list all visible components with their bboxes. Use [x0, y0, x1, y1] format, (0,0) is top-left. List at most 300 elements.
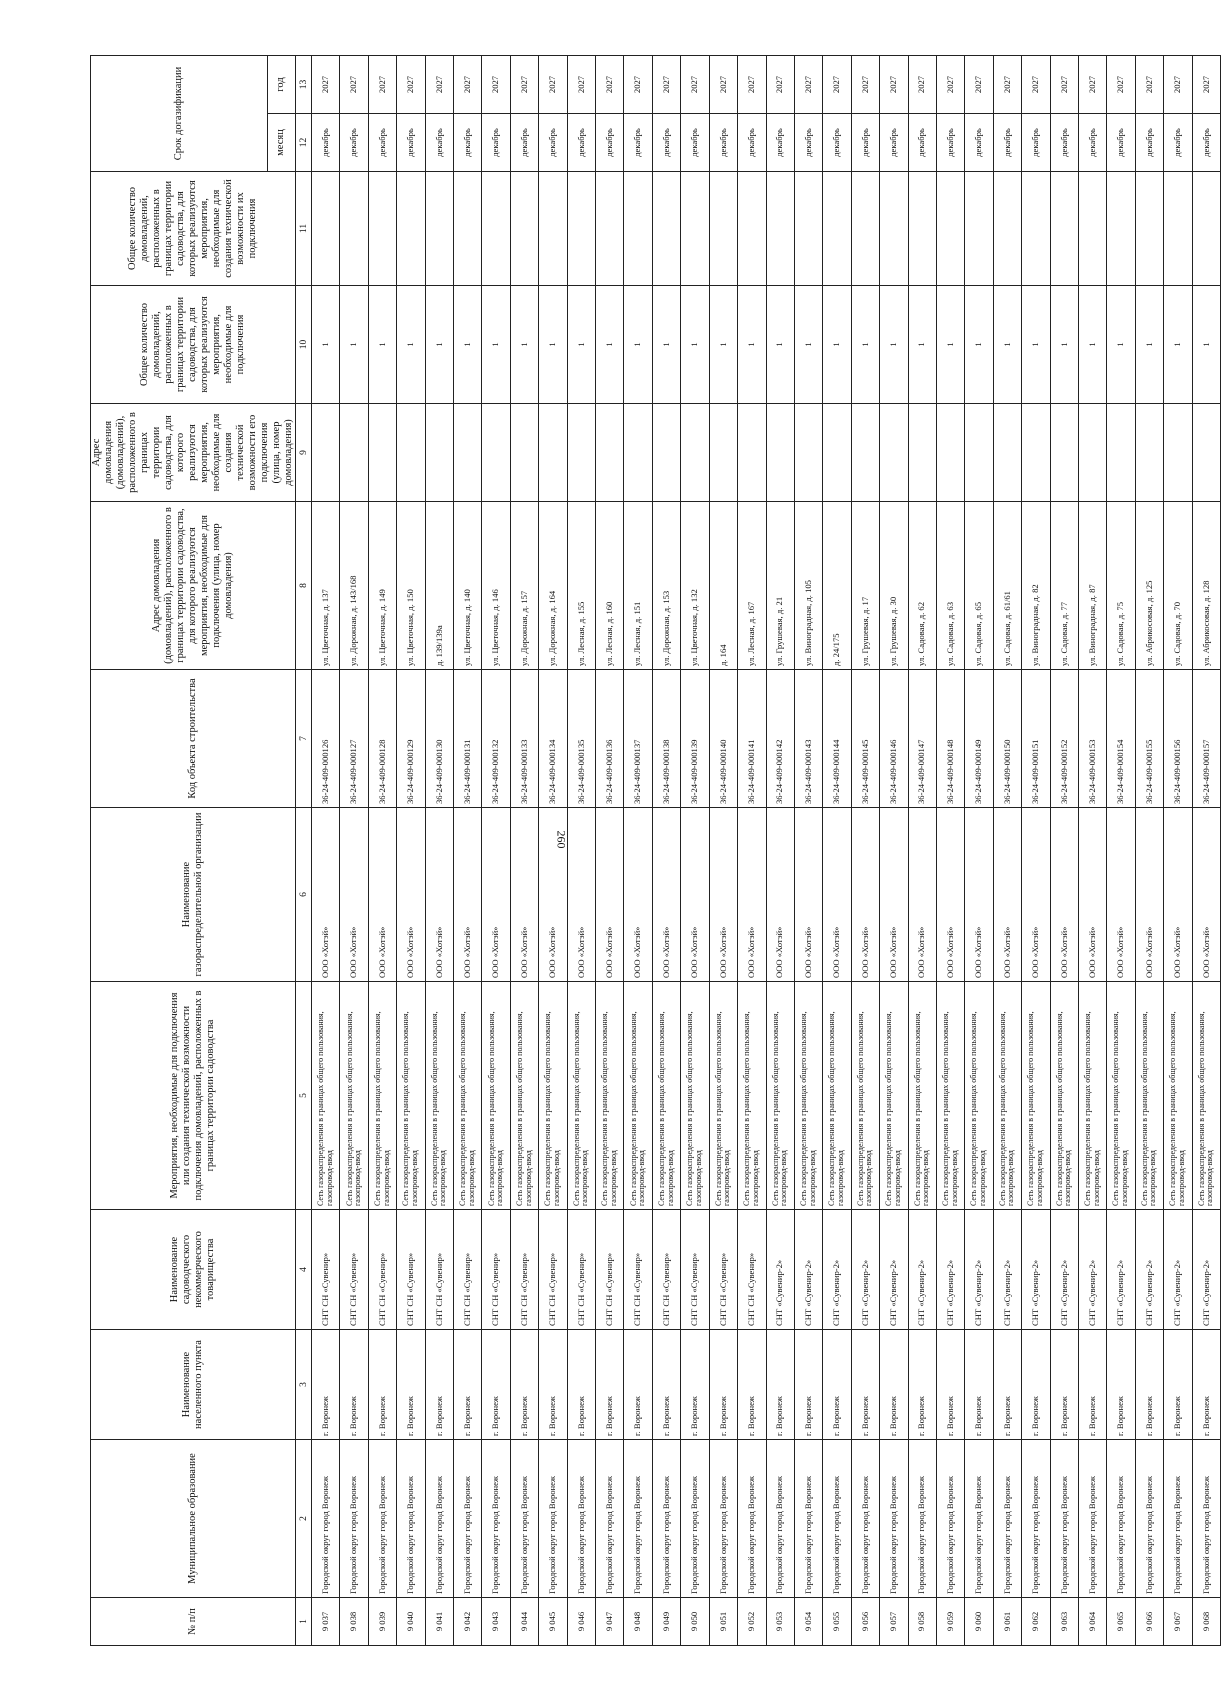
partnership-cell: СНТ СН «Сувенир»	[454, 1210, 482, 1330]
municipality-cell: Городской округ город Воронеж	[510, 1440, 538, 1598]
settlement-cell: г. Воронеж	[709, 1330, 737, 1440]
table-row	[596, 55, 624, 1645]
measure-cell: Сеть газораспределения в границах общего пользования, газопровод-ввод	[652, 982, 680, 1210]
row-number: 9 062	[1022, 1598, 1050, 1646]
municipality-cell: Городской округ город Воронеж	[368, 1440, 396, 1598]
gdo-cell: ООО «Хотэй»	[454, 808, 482, 982]
header-year: год	[267, 55, 295, 113]
address-cell: ул. Садовая, д. 65	[965, 502, 993, 670]
row-number: 9 052	[738, 1598, 766, 1646]
table-row	[567, 55, 595, 1645]
count-tech-cell	[965, 172, 993, 286]
address-tech-cell	[766, 404, 794, 502]
row-number: 9 043	[482, 1598, 510, 1646]
municipality-cell: Городской округ город Воронеж	[1078, 1440, 1106, 1598]
object-code-cell: 36-24-409-000129	[397, 670, 425, 808]
year-cell: 2027	[1050, 55, 1078, 113]
count-tech-cell	[766, 172, 794, 286]
table-row	[397, 55, 425, 1645]
column-number: 3	[296, 1330, 312, 1440]
municipality-cell: Городской округ город Воронеж	[1022, 1440, 1050, 1598]
measure-cell: Сеть газораспределения в границах общего пользования, газопровод-ввод	[851, 982, 879, 1210]
month-cell: декабрь	[993, 114, 1021, 172]
object-code-cell: 36-24-409-000133	[510, 670, 538, 808]
gdo-cell: ООО «Хотэй»	[681, 808, 709, 982]
object-code-cell: 36-24-409-000153	[1078, 670, 1106, 808]
partnership-cell: СНТ «Сувенир-2»	[908, 1210, 936, 1330]
row-number: 9 058	[908, 1598, 936, 1646]
partnership-cell: СНТ «Сувенир-2»	[1078, 1210, 1106, 1330]
object-code-cell: 36-24-409-000132	[482, 670, 510, 808]
measure-cell: Сеть газораспределения в границах общего пользования, газопровод-ввод	[823, 982, 851, 1210]
year-cell: 2027	[794, 55, 822, 113]
settlement-cell: г. Воронеж	[1078, 1330, 1106, 1440]
address-tech-cell	[624, 404, 652, 502]
address-tech-cell	[794, 404, 822, 502]
measure-cell: Сеть газораспределения в границах общего пользования, газопровод-ввод	[1135, 982, 1163, 1210]
table-row	[766, 55, 794, 1645]
year-cell: 2027	[368, 55, 396, 113]
year-cell: 2027	[624, 55, 652, 113]
table-body	[312, 55, 1221, 1645]
measure-cell: Сеть газораспределения в границах общего пользования, газопровод-ввод	[454, 982, 482, 1210]
month-cell: декабрь	[766, 114, 794, 172]
municipality-cell: Городской округ город Воронеж	[823, 1440, 851, 1598]
year-cell: 2027	[567, 55, 595, 113]
row-number: 9 066	[1135, 1598, 1163, 1646]
gdo-cell: ООО «Хотэй»	[368, 808, 396, 982]
settlement-cell: г. Воронеж	[880, 1330, 908, 1440]
gdo-cell: ООО «Хотэй»	[482, 808, 510, 982]
address-cell: ул. Садовая, д. 63	[936, 502, 964, 670]
settlement-cell: г. Воронеж	[510, 1330, 538, 1440]
municipality-cell: Городской округ город Воронеж	[908, 1440, 936, 1598]
table-row	[965, 55, 993, 1645]
object-code-cell: 36-24-409-000145	[851, 670, 879, 808]
year-cell: 2027	[397, 55, 425, 113]
month-cell: декабрь	[425, 114, 453, 172]
count-cell: 1	[567, 286, 595, 404]
settlement-cell: г. Воронеж	[340, 1330, 368, 1440]
gdo-cell: ООО «Хотэй»	[425, 808, 453, 982]
count-cell: 1	[340, 286, 368, 404]
table-row	[1022, 55, 1050, 1645]
settlement-cell: г. Воронеж	[794, 1330, 822, 1440]
address-cell: ул. Цветочная, д. 149	[368, 502, 396, 670]
address-tech-cell	[880, 404, 908, 502]
address-tech-cell	[908, 404, 936, 502]
address-cell: ул. Грушевая, д. 17	[851, 502, 879, 670]
year-cell: 2027	[1164, 55, 1192, 113]
gdo-cell: ООО «Хотэй»	[1022, 808, 1050, 982]
count-cell: 1	[510, 286, 538, 404]
count-cell: 1	[1022, 286, 1050, 404]
row-number: 9 041	[425, 1598, 453, 1646]
column-number: 6	[296, 808, 312, 982]
address-tech-cell	[965, 404, 993, 502]
municipality-cell: Городской округ город Воронеж	[624, 1440, 652, 1598]
count-tech-cell	[1107, 172, 1135, 286]
settlement-cell: г. Воронеж	[1022, 1330, 1050, 1440]
address-tech-cell	[539, 404, 567, 502]
municipality-cell: Городской округ город Воронеж	[425, 1440, 453, 1598]
object-code-cell: 36-24-409-000137	[624, 670, 652, 808]
table-row	[1135, 55, 1163, 1645]
partnership-cell: СНТ СН «Сувенир»	[510, 1210, 538, 1330]
gdo-cell: ООО «Хотэй»	[1107, 808, 1135, 982]
column-number: 10	[296, 286, 312, 404]
measure-cell: Сеть газораспределения в границах общего пользования, газопровод-ввод	[1107, 982, 1135, 1210]
municipality-cell: Городской округ город Воронеж	[766, 1440, 794, 1598]
count-cell: 1	[1164, 286, 1192, 404]
measure-cell: Сеть газораспределения в границах общего пользования, газопровод-ввод	[794, 982, 822, 1210]
gdo-cell: ООО «Хотэй»	[709, 808, 737, 982]
count-tech-cell	[312, 172, 340, 286]
address-cell: ул. Лесная, д. 160	[596, 502, 624, 670]
settlement-cell: г. Воронеж	[539, 1330, 567, 1440]
municipality-cell: Городской округ город Воронеж	[851, 1440, 879, 1598]
object-code-cell: 36-24-409-000139	[681, 670, 709, 808]
address-cell: ул. Виноградная, д. 82	[1022, 502, 1050, 670]
table-row	[908, 55, 936, 1645]
table-row	[539, 55, 567, 1645]
count-cell: 1	[425, 286, 453, 404]
column-number: 2	[296, 1440, 312, 1598]
address-cell: ул. Цветочная, д. 140	[454, 502, 482, 670]
object-code-cell: 36-24-409-000136	[596, 670, 624, 808]
table-row	[851, 55, 879, 1645]
count-cell: 1	[368, 286, 396, 404]
gdo-cell: ООО «Хотэй»	[340, 808, 368, 982]
table-row	[652, 55, 680, 1645]
partnership-cell: СНТ СН «Сувенир»	[681, 1210, 709, 1330]
month-cell: декабрь	[1164, 114, 1192, 172]
partnership-cell: СНТ СН «Сувенир»	[567, 1210, 595, 1330]
settlement-cell: г. Воронеж	[1107, 1330, 1135, 1440]
measure-cell: Сеть газораспределения в границах общего пользования, газопровод-ввод	[709, 982, 737, 1210]
address-cell: ул. Дорожная, д. 143/168	[340, 502, 368, 670]
count-cell: 1	[794, 286, 822, 404]
table-row	[1078, 55, 1106, 1645]
count-tech-cell	[482, 172, 510, 286]
municipality-cell: Городской округ город Воронеж	[454, 1440, 482, 1598]
table-row	[510, 55, 538, 1645]
address-cell: ул. Садовая, д. 61/61	[993, 502, 1021, 670]
address-cell: д. 24/175	[823, 502, 851, 670]
row-number: 9 051	[709, 1598, 737, 1646]
row-number: 9 042	[454, 1598, 482, 1646]
month-cell: декабрь	[368, 114, 396, 172]
object-code-cell: 36-24-409-000147	[908, 670, 936, 808]
partnership-cell: СНТ «Сувенир-2»	[794, 1210, 822, 1330]
column-number: 5	[296, 982, 312, 1210]
object-code-cell: 36-24-409-000157	[1192, 670, 1220, 808]
count-tech-cell	[1192, 172, 1220, 286]
count-tech-cell	[596, 172, 624, 286]
month-cell: декабрь	[709, 114, 737, 172]
address-tech-cell	[936, 404, 964, 502]
year-cell: 2027	[539, 55, 567, 113]
count-tech-cell	[624, 172, 652, 286]
partnership-cell: СНТ «Сувенир-2»	[1192, 1210, 1220, 1330]
count-tech-cell	[454, 172, 482, 286]
count-tech-cell	[425, 172, 453, 286]
count-cell: 1	[1107, 286, 1135, 404]
table-row	[1164, 55, 1192, 1645]
table-row	[823, 55, 851, 1645]
object-code-cell: 36-24-409-000152	[1050, 670, 1078, 808]
row-number: 9 046	[567, 1598, 595, 1646]
row-number: 9 040	[397, 1598, 425, 1646]
municipality-cell: Городской округ город Воронеж	[709, 1440, 737, 1598]
address-tech-cell	[1192, 404, 1220, 502]
count-cell: 1	[823, 286, 851, 404]
gdo-cell: ООО «Хотэй»	[1078, 808, 1106, 982]
measure-cell: Сеть газораспределения в границах общего пользования, газопровод-ввод	[539, 982, 567, 1210]
table-row	[1050, 55, 1078, 1645]
count-cell: 1	[851, 286, 879, 404]
address-cell: ул. Садовая, д. 77	[1050, 502, 1078, 670]
partnership-cell: СНТ СН «Сувенир»	[425, 1210, 453, 1330]
gdo-cell: ООО «Хотэй»	[652, 808, 680, 982]
gdo-cell: ООО «Хотэй»	[1192, 808, 1220, 982]
year-cell: 2027	[454, 55, 482, 113]
count-cell: 1	[312, 286, 340, 404]
settlement-cell: г. Воронеж	[312, 1330, 340, 1440]
gdo-cell: ООО «Хотэй»	[993, 808, 1021, 982]
settlement-cell: г. Воронеж	[1164, 1330, 1192, 1440]
month-cell: декабрь	[397, 114, 425, 172]
municipality-cell: Городской округ город Воронеж	[681, 1440, 709, 1598]
count-cell: 1	[539, 286, 567, 404]
municipality-cell: Городской округ город Воронеж	[596, 1440, 624, 1598]
month-cell: декабрь	[1192, 114, 1220, 172]
month-cell: декабрь	[965, 114, 993, 172]
address-cell: ул. Цветочная, д. 150	[397, 502, 425, 670]
count-tech-cell	[823, 172, 851, 286]
object-code-cell: 36-24-409-000144	[823, 670, 851, 808]
address-tech-cell	[596, 404, 624, 502]
address-cell: ул. Виноградная, д. 105	[794, 502, 822, 670]
object-code-cell: 36-24-409-000151	[1022, 670, 1050, 808]
address-tech-cell	[1135, 404, 1163, 502]
row-number: 9 039	[368, 1598, 396, 1646]
municipality-cell: Городской округ город Воронеж	[652, 1440, 680, 1598]
measure-cell: Сеть газораспределения в границах общего пользования, газопровод-ввод	[766, 982, 794, 1210]
municipality-cell: Городской округ город Воронеж	[993, 1440, 1021, 1598]
month-cell: декабрь	[596, 114, 624, 172]
count-cell: 1	[397, 286, 425, 404]
measure-cell: Сеть газораспределения в границах общего пользования, газопровод-ввод	[312, 982, 340, 1210]
address-tech-cell	[1164, 404, 1192, 502]
header-settlement: Наименование населенного пункта	[91, 1330, 296, 1440]
year-cell: 2027	[766, 55, 794, 113]
measure-cell: Сеть газораспределения в границах общего пользования, газопровод-ввод	[908, 982, 936, 1210]
address-tech-cell	[510, 404, 538, 502]
address-tech-cell	[312, 404, 340, 502]
gdo-cell: ООО «Хотэй»	[823, 808, 851, 982]
address-tech-cell	[340, 404, 368, 502]
measure-cell: Сеть газораспределения в границах общего пользования, газопровод-ввод	[880, 982, 908, 1210]
address-cell: д. 164	[709, 502, 737, 670]
row-number: 9 067	[1164, 1598, 1192, 1646]
table-row	[1107, 55, 1135, 1645]
address-tech-cell	[482, 404, 510, 502]
partnership-cell: СНТ СН «Сувенир»	[709, 1210, 737, 1330]
header-gdo: Наименование газораспределительной организации	[91, 808, 296, 982]
settlement-cell: г. Воронеж	[823, 1330, 851, 1440]
year-cell: 2027	[908, 55, 936, 113]
partnership-cell: СНТ СН «Сувенир»	[738, 1210, 766, 1330]
table-row	[681, 55, 709, 1645]
count-tech-cell	[1078, 172, 1106, 286]
address-tech-cell	[1022, 404, 1050, 502]
gdo-cell: ООО «Хотэй»	[1050, 808, 1078, 982]
object-code-cell: 36-24-409-000135	[567, 670, 595, 808]
month-cell: декабрь	[539, 114, 567, 172]
year-cell: 2027	[482, 55, 510, 113]
measure-cell: Сеть газораспределения в границах общего пользования, газопровод-ввод	[368, 982, 396, 1210]
municipality-cell: Городской округ город Воронеж	[965, 1440, 993, 1598]
count-tech-cell	[510, 172, 538, 286]
measure-cell: Сеть газораспределения в границах общего пользования, газопровод-ввод	[1050, 982, 1078, 1210]
count-cell: 1	[709, 286, 737, 404]
gdo-cell: ООО «Хотэй»	[312, 808, 340, 982]
year-cell: 2027	[1022, 55, 1050, 113]
settlement-cell: г. Воронеж	[993, 1330, 1021, 1440]
count-tech-cell	[539, 172, 567, 286]
month-cell: декабрь	[1135, 114, 1163, 172]
settlement-cell: г. Воронеж	[1135, 1330, 1163, 1440]
partnership-cell: СНТ СН «Сувенир»	[397, 1210, 425, 1330]
address-cell: ул. Абрикосовая, д. 128	[1192, 502, 1220, 670]
count-cell: 1	[596, 286, 624, 404]
header-object-code: Код объекта строительства	[91, 670, 296, 808]
table-row	[425, 55, 453, 1645]
header-address-full: Адрес домовладения (домовладений), расположенного в границах территории садоводства, для которого реализуются мероприятия, необходимые для подключения (улица, номер домовладения)	[91, 502, 296, 670]
address-cell: ул. Дорожная, д. 164	[539, 502, 567, 670]
settlement-cell: г. Воронеж	[397, 1330, 425, 1440]
partnership-cell: СНТ СН «Сувенир»	[340, 1210, 368, 1330]
month-cell: декабрь	[908, 114, 936, 172]
year-cell: 2027	[510, 55, 538, 113]
month-cell: декабрь	[936, 114, 964, 172]
municipality-cell: Городской округ город Воронеж	[1164, 1440, 1192, 1598]
row-number: 9 059	[936, 1598, 964, 1646]
month-cell: декабрь	[454, 114, 482, 172]
table-row	[993, 55, 1021, 1645]
municipality-cell: Городской округ город Воронеж	[738, 1440, 766, 1598]
partnership-cell: СНТ «Сувенир-2»	[880, 1210, 908, 1330]
count-cell: 1	[965, 286, 993, 404]
partnership-cell: СНТ «Сувенир-2»	[1164, 1210, 1192, 1330]
column-number: 8	[296, 502, 312, 670]
count-tech-cell	[681, 172, 709, 286]
address-tech-cell	[851, 404, 879, 502]
row-number: 9 045	[539, 1598, 567, 1646]
year-cell: 2027	[340, 55, 368, 113]
gdo-cell: ООО «Хотэй»	[965, 808, 993, 982]
year-cell: 2027	[681, 55, 709, 113]
settlement-cell: г. Воронеж	[368, 1330, 396, 1440]
row-number: 9 068	[1192, 1598, 1220, 1646]
measure-cell: Сеть газораспределения в границах общего пользования, газопровод-ввод	[681, 982, 709, 1210]
object-code-cell: 36-24-409-000127	[340, 670, 368, 808]
row-number: 9 060	[965, 1598, 993, 1646]
gdo-cell: ООО «Хотэй»	[738, 808, 766, 982]
gdo-cell: ООО «Хотэй»	[851, 808, 879, 982]
count-tech-cell	[709, 172, 737, 286]
header-month: месяц	[267, 114, 295, 172]
row-number: 9 053	[766, 1598, 794, 1646]
settlement-cell: г. Воронеж	[596, 1330, 624, 1440]
measure-cell: Сеть газораспределения в границах общего пользования, газопровод-ввод	[993, 982, 1021, 1210]
column-number: 1	[296, 1598, 312, 1646]
municipality-cell: Городской округ город Воронеж	[312, 1440, 340, 1598]
measure-cell: Сеть газораспределения в границах общего пользования, газопровод-ввод	[425, 982, 453, 1210]
measure-cell: Сеть газораспределения в границах общего пользования, газопровод-ввод	[965, 982, 993, 1210]
year-cell: 2027	[738, 55, 766, 113]
row-number: 9 048	[624, 1598, 652, 1646]
count-tech-cell	[368, 172, 396, 286]
month-cell: декабрь	[340, 114, 368, 172]
month-cell: декабрь	[567, 114, 595, 172]
year-cell: 2027	[1192, 55, 1220, 113]
partnership-cell: СНТ СН «Сувенир»	[539, 1210, 567, 1330]
address-cell: ул. Лесная, д. 167	[738, 502, 766, 670]
column-number: 13	[296, 55, 312, 113]
partnership-cell: СНТ «Сувенир-2»	[823, 1210, 851, 1330]
address-tech-cell	[652, 404, 680, 502]
partnership-cell: СНТ СН «Сувенир»	[368, 1210, 396, 1330]
measure-cell: Сеть газораспределения в границах общего пользования, газопровод-ввод	[596, 982, 624, 1210]
count-tech-cell	[908, 172, 936, 286]
count-cell: 1	[624, 286, 652, 404]
count-cell: 1	[482, 286, 510, 404]
gdo-cell: ООО «Хотэй»	[596, 808, 624, 982]
year-cell: 2027	[993, 55, 1021, 113]
measure-cell: Сеть газораспределения в границах общего пользования, газопровод-ввод	[567, 982, 595, 1210]
count-tech-cell	[993, 172, 1021, 286]
settlement-cell: г. Воронеж	[1192, 1330, 1220, 1440]
gdo-cell: ООО «Хотэй»	[397, 808, 425, 982]
address-cell: ул. Виноградная, д. 87	[1078, 502, 1106, 670]
row-number: 9 049	[652, 1598, 680, 1646]
municipality-cell: Городской округ город Воронеж	[1192, 1440, 1220, 1598]
address-cell: ул. Лесная, д. 151	[624, 502, 652, 670]
year-cell: 2027	[965, 55, 993, 113]
object-code-cell: 36-24-409-000141	[738, 670, 766, 808]
year-cell: 2027	[425, 55, 453, 113]
object-code-cell: 36-24-409-000156	[1164, 670, 1192, 808]
object-code-cell: 36-24-409-000134	[539, 670, 567, 808]
table-row	[312, 55, 340, 1645]
row-number: 9 038	[340, 1598, 368, 1646]
column-number: 9	[296, 404, 312, 502]
address-tech-cell	[1050, 404, 1078, 502]
address-tech-cell	[993, 404, 1021, 502]
table-row	[454, 55, 482, 1645]
header-address-tech: Адрес домовладения (домовладений), расположенного в границах территории садоводства, для которого реализуются мероприятия, необходимые для создания технической возможности его подключения (улица, номер домовладения)	[91, 404, 296, 502]
address-cell: ул. Цветочная, д. 146	[482, 502, 510, 670]
row-number: 9 056	[851, 1598, 879, 1646]
header-count-tech: Общее количество домовладений, расположенных в границах территории садоводства, для которых реализуются мероприятия, необходимые для создания технической возможности их подключения	[91, 172, 296, 286]
municipality-cell: Городской округ город Воронеж	[1050, 1440, 1078, 1598]
gdo-cell: ООО «Хотэй»	[1135, 808, 1163, 982]
object-code-cell: 36-24-409-000131	[454, 670, 482, 808]
address-tech-cell	[823, 404, 851, 502]
count-tech-cell	[340, 172, 368, 286]
